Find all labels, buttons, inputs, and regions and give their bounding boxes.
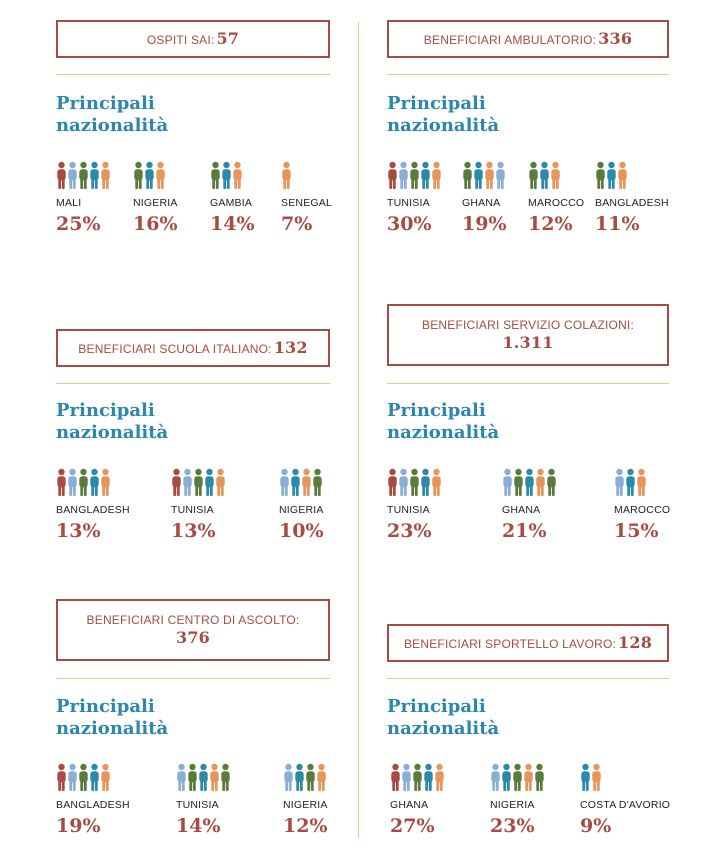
person-figure — [391, 764, 399, 791]
nationality-percent: 12% — [283, 815, 328, 837]
person-figure — [295, 764, 303, 791]
stat-box — [387, 20, 669, 58]
nationality-item — [387, 161, 444, 235]
person-figure — [79, 469, 87, 496]
nationality-percent: 23% — [387, 520, 432, 542]
person-figure — [551, 162, 559, 189]
people-icon — [171, 468, 228, 498]
person-figure — [424, 764, 432, 791]
person-figure — [421, 469, 429, 496]
stat-box — [387, 624, 669, 662]
nationality-item — [614, 468, 671, 542]
nationality-percent: 11% — [595, 213, 640, 235]
person-figure — [90, 162, 98, 189]
person-figure — [491, 764, 499, 791]
person-figure — [90, 469, 98, 496]
person-figure — [317, 764, 325, 791]
person-figure — [233, 162, 241, 189]
person-figure — [68, 764, 76, 791]
person-figure — [79, 764, 87, 791]
section-heading: Principali nazionalità — [387, 93, 500, 136]
people-icon — [387, 468, 444, 498]
person-figure — [463, 162, 471, 189]
person-figure — [302, 469, 310, 496]
nationality-item — [56, 763, 130, 837]
person-figure — [57, 162, 65, 189]
people-icon — [281, 161, 294, 191]
person-figure — [581, 764, 589, 791]
person-figure — [222, 162, 230, 189]
section-heading: Principali nazionalità — [387, 400, 500, 443]
person-figure — [57, 469, 65, 496]
person-figure — [592, 764, 600, 791]
person-figure — [194, 469, 202, 496]
nationality-name: COSTA D'AVORIO — [580, 799, 671, 811]
people-icon — [580, 763, 604, 793]
nationality-percent: 7% — [281, 213, 313, 235]
person-figure — [68, 162, 76, 189]
stat-value: 376 — [176, 627, 210, 647]
nationality-percent: 13% — [56, 520, 101, 542]
person-figure — [399, 469, 407, 496]
person-figure — [410, 162, 418, 189]
people-icon — [133, 161, 168, 191]
divider — [387, 74, 669, 75]
person-figure — [596, 162, 604, 189]
divider — [387, 383, 669, 384]
nationality-name: MAROCCO — [614, 504, 671, 516]
person-figure — [313, 469, 321, 496]
nationality-percent: 25% — [56, 213, 101, 235]
nationality-percent: 14% — [210, 213, 255, 235]
people-icon — [490, 763, 547, 793]
nationality-name: TUNISIA — [171, 504, 214, 516]
person-figure — [540, 162, 548, 189]
nationality-item — [462, 161, 508, 235]
people-icon — [390, 763, 447, 793]
nationality-percent: 13% — [171, 520, 216, 542]
column-divider — [358, 22, 359, 838]
nationality-item — [171, 468, 228, 542]
person-figure — [503, 469, 511, 496]
people-icon — [56, 161, 113, 191]
nationality-item — [56, 161, 113, 235]
person-figure — [535, 764, 543, 791]
person-figure — [211, 162, 219, 189]
person-figure — [413, 764, 421, 791]
nationality-name: TUNISIA — [176, 799, 219, 811]
person-figure — [90, 764, 98, 791]
nationality-item — [133, 161, 178, 235]
nationality-percent: 10% — [279, 520, 324, 542]
person-figure — [502, 764, 510, 791]
nationality-item — [281, 161, 333, 235]
section-heading: Principali nazionalità — [56, 93, 169, 136]
nationality-name: NIGERIA — [283, 799, 328, 811]
stat-value: 132 — [273, 338, 308, 357]
person-figure — [421, 162, 429, 189]
nationality-item — [528, 161, 585, 235]
nationality-name: GAMBIA — [210, 197, 253, 209]
nationality-name: GHANA — [502, 504, 541, 516]
stat-label: OSPITI SAI: — [146, 33, 215, 47]
person-figure — [57, 764, 65, 791]
nationality-name: TUNISIA — [387, 504, 430, 516]
person-figure — [156, 162, 164, 189]
person-figure — [68, 469, 76, 496]
person-figure — [291, 469, 299, 496]
person-figure — [547, 469, 555, 496]
divider — [56, 74, 330, 75]
person-figure — [280, 469, 288, 496]
nationality-name: GHANA — [462, 197, 501, 209]
person-figure — [172, 469, 180, 496]
people-icon — [614, 468, 649, 498]
person-figure — [536, 469, 544, 496]
person-figure — [618, 162, 626, 189]
nationality-name: GHANA — [390, 799, 429, 811]
person-figure — [216, 469, 224, 496]
nationality-item — [390, 763, 447, 837]
section-heading: Principali nazionalità — [56, 400, 169, 443]
person-figure — [432, 162, 440, 189]
stat-box — [56, 329, 330, 367]
people-icon — [56, 763, 113, 793]
people-icon — [283, 763, 329, 793]
divider — [56, 383, 330, 384]
stat-value: 1.311 — [502, 332, 554, 352]
section-heading: Principali nazionalità — [56, 696, 169, 739]
person-figure — [474, 162, 482, 189]
nationality-item — [279, 468, 325, 542]
person-figure — [410, 469, 418, 496]
nationality-percent: 19% — [56, 815, 101, 837]
people-icon — [387, 161, 444, 191]
person-figure — [210, 764, 218, 791]
nationality-name: NIGERIA — [279, 504, 324, 516]
person-figure — [513, 764, 521, 791]
stat-label: BENEFICIARI SCUOLA ITALIANO: — [78, 342, 272, 356]
person-figure — [388, 469, 396, 496]
section-heading: Principali nazionalità — [387, 696, 500, 739]
person-figure — [607, 162, 615, 189]
nationality-name: MALI — [56, 197, 82, 209]
person-figure — [485, 162, 493, 189]
person-figure — [101, 764, 109, 791]
person-figure — [101, 162, 109, 189]
nationality-item — [210, 161, 255, 235]
nationality-name: BANGLADESH — [56, 504, 130, 516]
person-figure — [626, 469, 634, 496]
person-figure — [637, 469, 645, 496]
person-figure — [615, 469, 623, 496]
nationality-name: BANGLADESH — [595, 197, 669, 209]
person-figure — [514, 469, 522, 496]
nationality-item — [580, 763, 671, 837]
person-figure — [134, 162, 142, 189]
stat-value: 128 — [618, 633, 653, 652]
stat-box — [56, 20, 330, 58]
divider — [56, 678, 330, 679]
stat-box — [387, 304, 669, 366]
stat-label: BENEFICIARI SERVIZIO COLAZIONI: — [421, 317, 635, 332]
person-figure — [432, 469, 440, 496]
people-icon — [462, 161, 508, 191]
stat-box — [56, 599, 330, 661]
stat-label: BENEFICIARI AMBULATORIO: — [423, 33, 597, 47]
person-figure — [282, 162, 290, 189]
person-figure — [388, 162, 396, 189]
nationality-item — [502, 468, 559, 542]
people-icon — [528, 161, 563, 191]
nationality-name: NIGERIA — [133, 197, 178, 209]
nationality-percent: 30% — [387, 213, 432, 235]
person-figure — [529, 162, 537, 189]
nationality-item — [387, 468, 444, 542]
nationality-percent: 16% — [133, 213, 178, 235]
nationality-item — [595, 161, 669, 235]
person-figure — [79, 162, 87, 189]
person-figure — [145, 162, 153, 189]
stat-label: BENEFICIARI SPORTELLO LAVORO: — [403, 637, 617, 651]
person-figure — [188, 764, 196, 791]
stat-label: BENEFICIARI CENTRO DI ASCOLTO: — [86, 612, 300, 627]
people-icon — [279, 468, 325, 498]
person-figure — [306, 764, 314, 791]
person-figure — [435, 764, 443, 791]
person-figure — [199, 764, 207, 791]
person-figure — [525, 469, 533, 496]
nationality-name: TUNISIA — [387, 197, 430, 209]
nationality-percent: 19% — [462, 213, 507, 235]
nationality-percent: 14% — [176, 815, 221, 837]
stat-value: 57 — [216, 29, 240, 48]
people-icon — [595, 161, 630, 191]
nationality-item — [490, 763, 547, 837]
person-figure — [183, 469, 191, 496]
person-figure — [402, 764, 410, 791]
person-figure — [221, 764, 229, 791]
nationality-percent: 9% — [580, 815, 612, 837]
person-figure — [101, 469, 109, 496]
nationality-item — [283, 763, 329, 837]
people-icon — [210, 161, 245, 191]
nationality-percent: 15% — [614, 520, 659, 542]
divider — [387, 678, 669, 679]
nationality-percent: 12% — [528, 213, 573, 235]
person-figure — [399, 162, 407, 189]
nationality-item — [176, 763, 233, 837]
nationality-percent: 23% — [490, 815, 535, 837]
nationality-name: MAROCCO — [528, 197, 585, 209]
people-icon — [176, 763, 233, 793]
nationality-percent: 21% — [502, 520, 547, 542]
person-figure — [284, 764, 292, 791]
nationality-name: SENEGAL — [281, 197, 333, 209]
nationality-name: NIGERIA — [490, 799, 535, 811]
person-figure — [496, 162, 504, 189]
person-figure — [205, 469, 213, 496]
nationality-item — [56, 468, 130, 542]
nationality-percent: 27% — [390, 815, 435, 837]
person-figure — [177, 764, 185, 791]
person-figure — [524, 764, 532, 791]
stat-value: 336 — [598, 29, 633, 48]
nationality-name: BANGLADESH — [56, 799, 130, 811]
people-icon — [56, 468, 113, 498]
people-icon — [502, 468, 559, 498]
